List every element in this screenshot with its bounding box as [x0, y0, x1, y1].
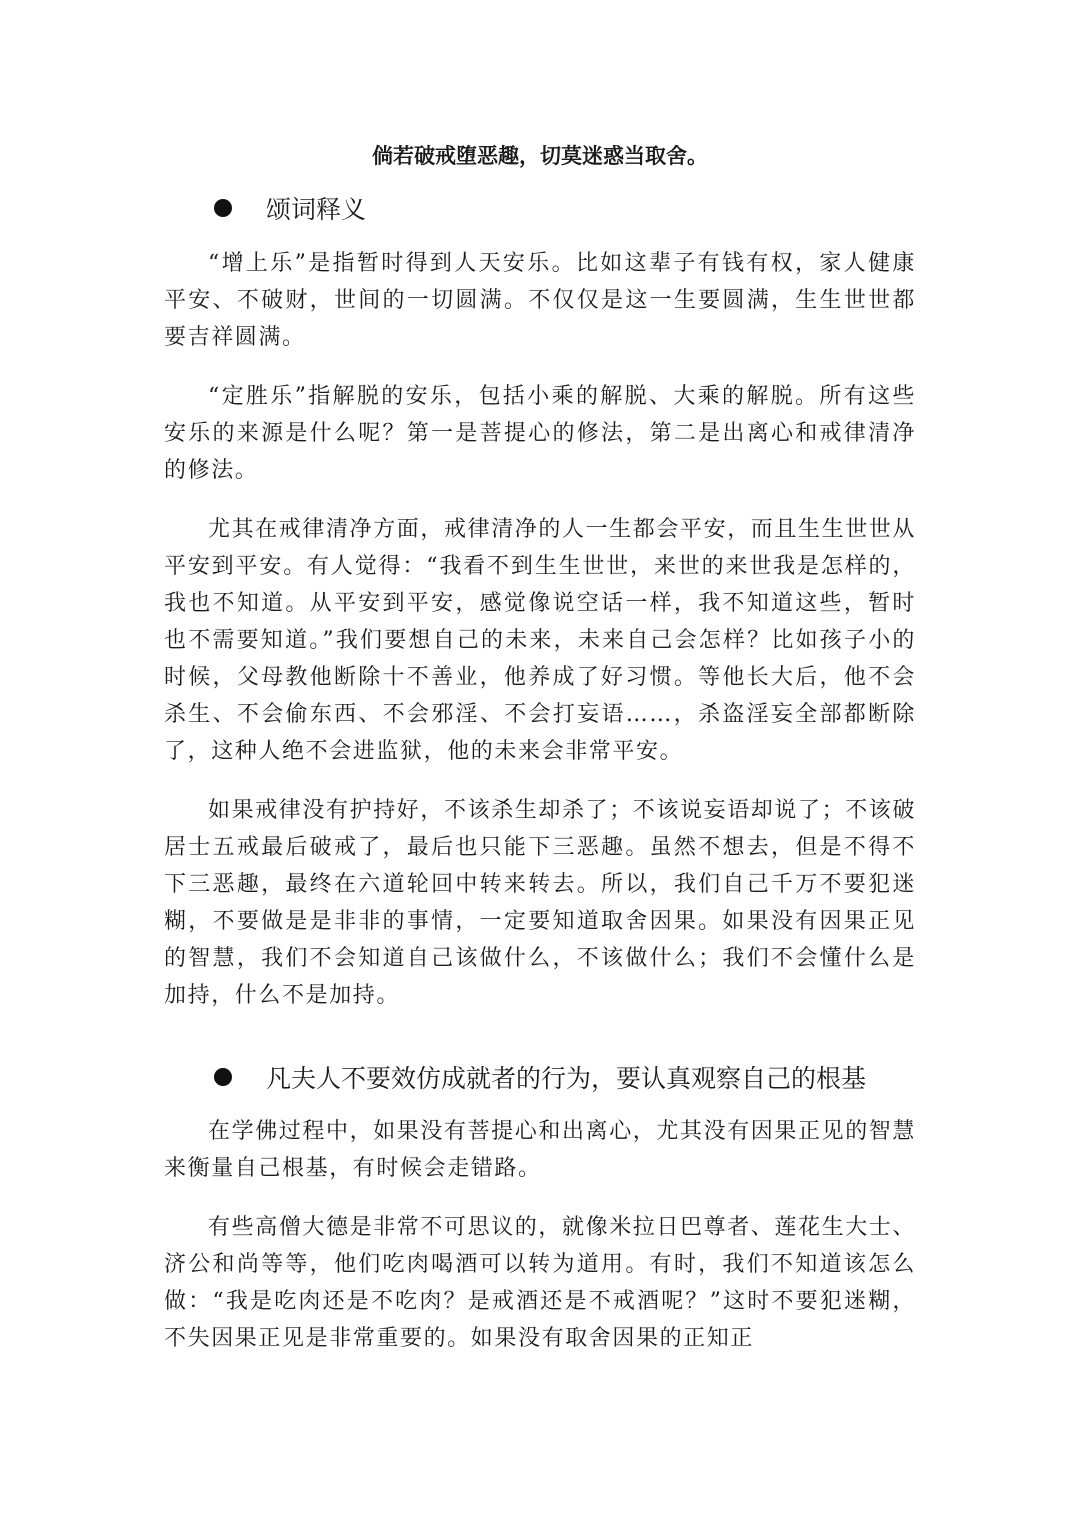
- section-body-observe-capacity: [164, 1113, 916, 1357]
- paragraph: “增上乐”是指暂时得到人天安乐。比如这辈子有钱有权，家人健康平安、不破财，世间的一切圆满。不仅仅是这一生要圆满，生生世世都要吉祥圆满。: [164, 251, 916, 350]
- heading-text: 颂词释义: [266, 195, 367, 224]
- verse-line: 倘若破戒堕恶趣，切莫迷惑当取舍。: [372, 144, 708, 168]
- section-body-verse-explanation: [164, 245, 916, 1014]
- paragraph: 有些高僧大德是非常不可思议的，就像米拉日巴尊者、莲花生大士、济公和尚等等，他们吃肉喝酒可以转为道用。有时，我们不知道该怎么做：“我是吃肉还是不吃肉？是戒酒还是不戒酒呢？”这时不要犯迷糊，不失因果正见是非常重要的。如果没有取舍因果的正知正: [164, 1215, 917, 1351]
- bullet-icon: [214, 199, 232, 217]
- paragraph: 在学佛过程中，如果没有菩提心和出离心，尤其没有因果正见的智慧来衡量自己根基，有时候会走错路。: [164, 1119, 917, 1181]
- section-heading-observe-capacity: [214, 1057, 866, 1097]
- paragraph: 尤其在戒律清净方面，戒律清净的人一生都会平安，而且生生世世从平安到平安。有人觉得：“我看不到生生世世，来世的来世我是怎样的，我也不知道。从平安到平安，感觉像说空话一样，我不知道这些，暂时也不需要知道。”我们要想自己的未来，未来自己会怎样？比如孩子小的时候，父母教他断除十不善业，他养成了好习惯。等他长大后，他不会杀生、不会偷东西、不会邪淫、不会打妄语……，杀盗淫妄全部都断除了，这种人绝不会进监狱，他的未来会非常平安。: [164, 517, 917, 764]
- paragraph: “定胜乐”指解脱的安乐，包括小乘的解脱、大乘的解脱。所有这些安乐的来源是什么呢？第一是菩提心的修法，第二是出离心和戒律清净的修法。: [164, 384, 916, 483]
- heading-text: 凡夫人不要效仿成就者的行为，要认真观察自己的根基: [266, 1064, 867, 1093]
- section-heading-verse-explanation: [214, 188, 366, 228]
- bullet-icon: [214, 1068, 232, 1086]
- paragraph: 如果戒律没有护持好，不该杀生却杀了；不该说妄语却说了；不该破居士五戒最后破戒了，最后也只能下三恶趣。虽然不想去，但是不得不下三恶趣，最终在六道轮回中转来转去。所以，我们自己千万不要犯迷糊，不要做是是非非的事情，一定要知道取舍因果。如果没有因果正见的智慧，我们不会知道自己该做什么，不该做什么；我们不会懂什么是加持，什么不是加持。: [164, 798, 917, 1008]
